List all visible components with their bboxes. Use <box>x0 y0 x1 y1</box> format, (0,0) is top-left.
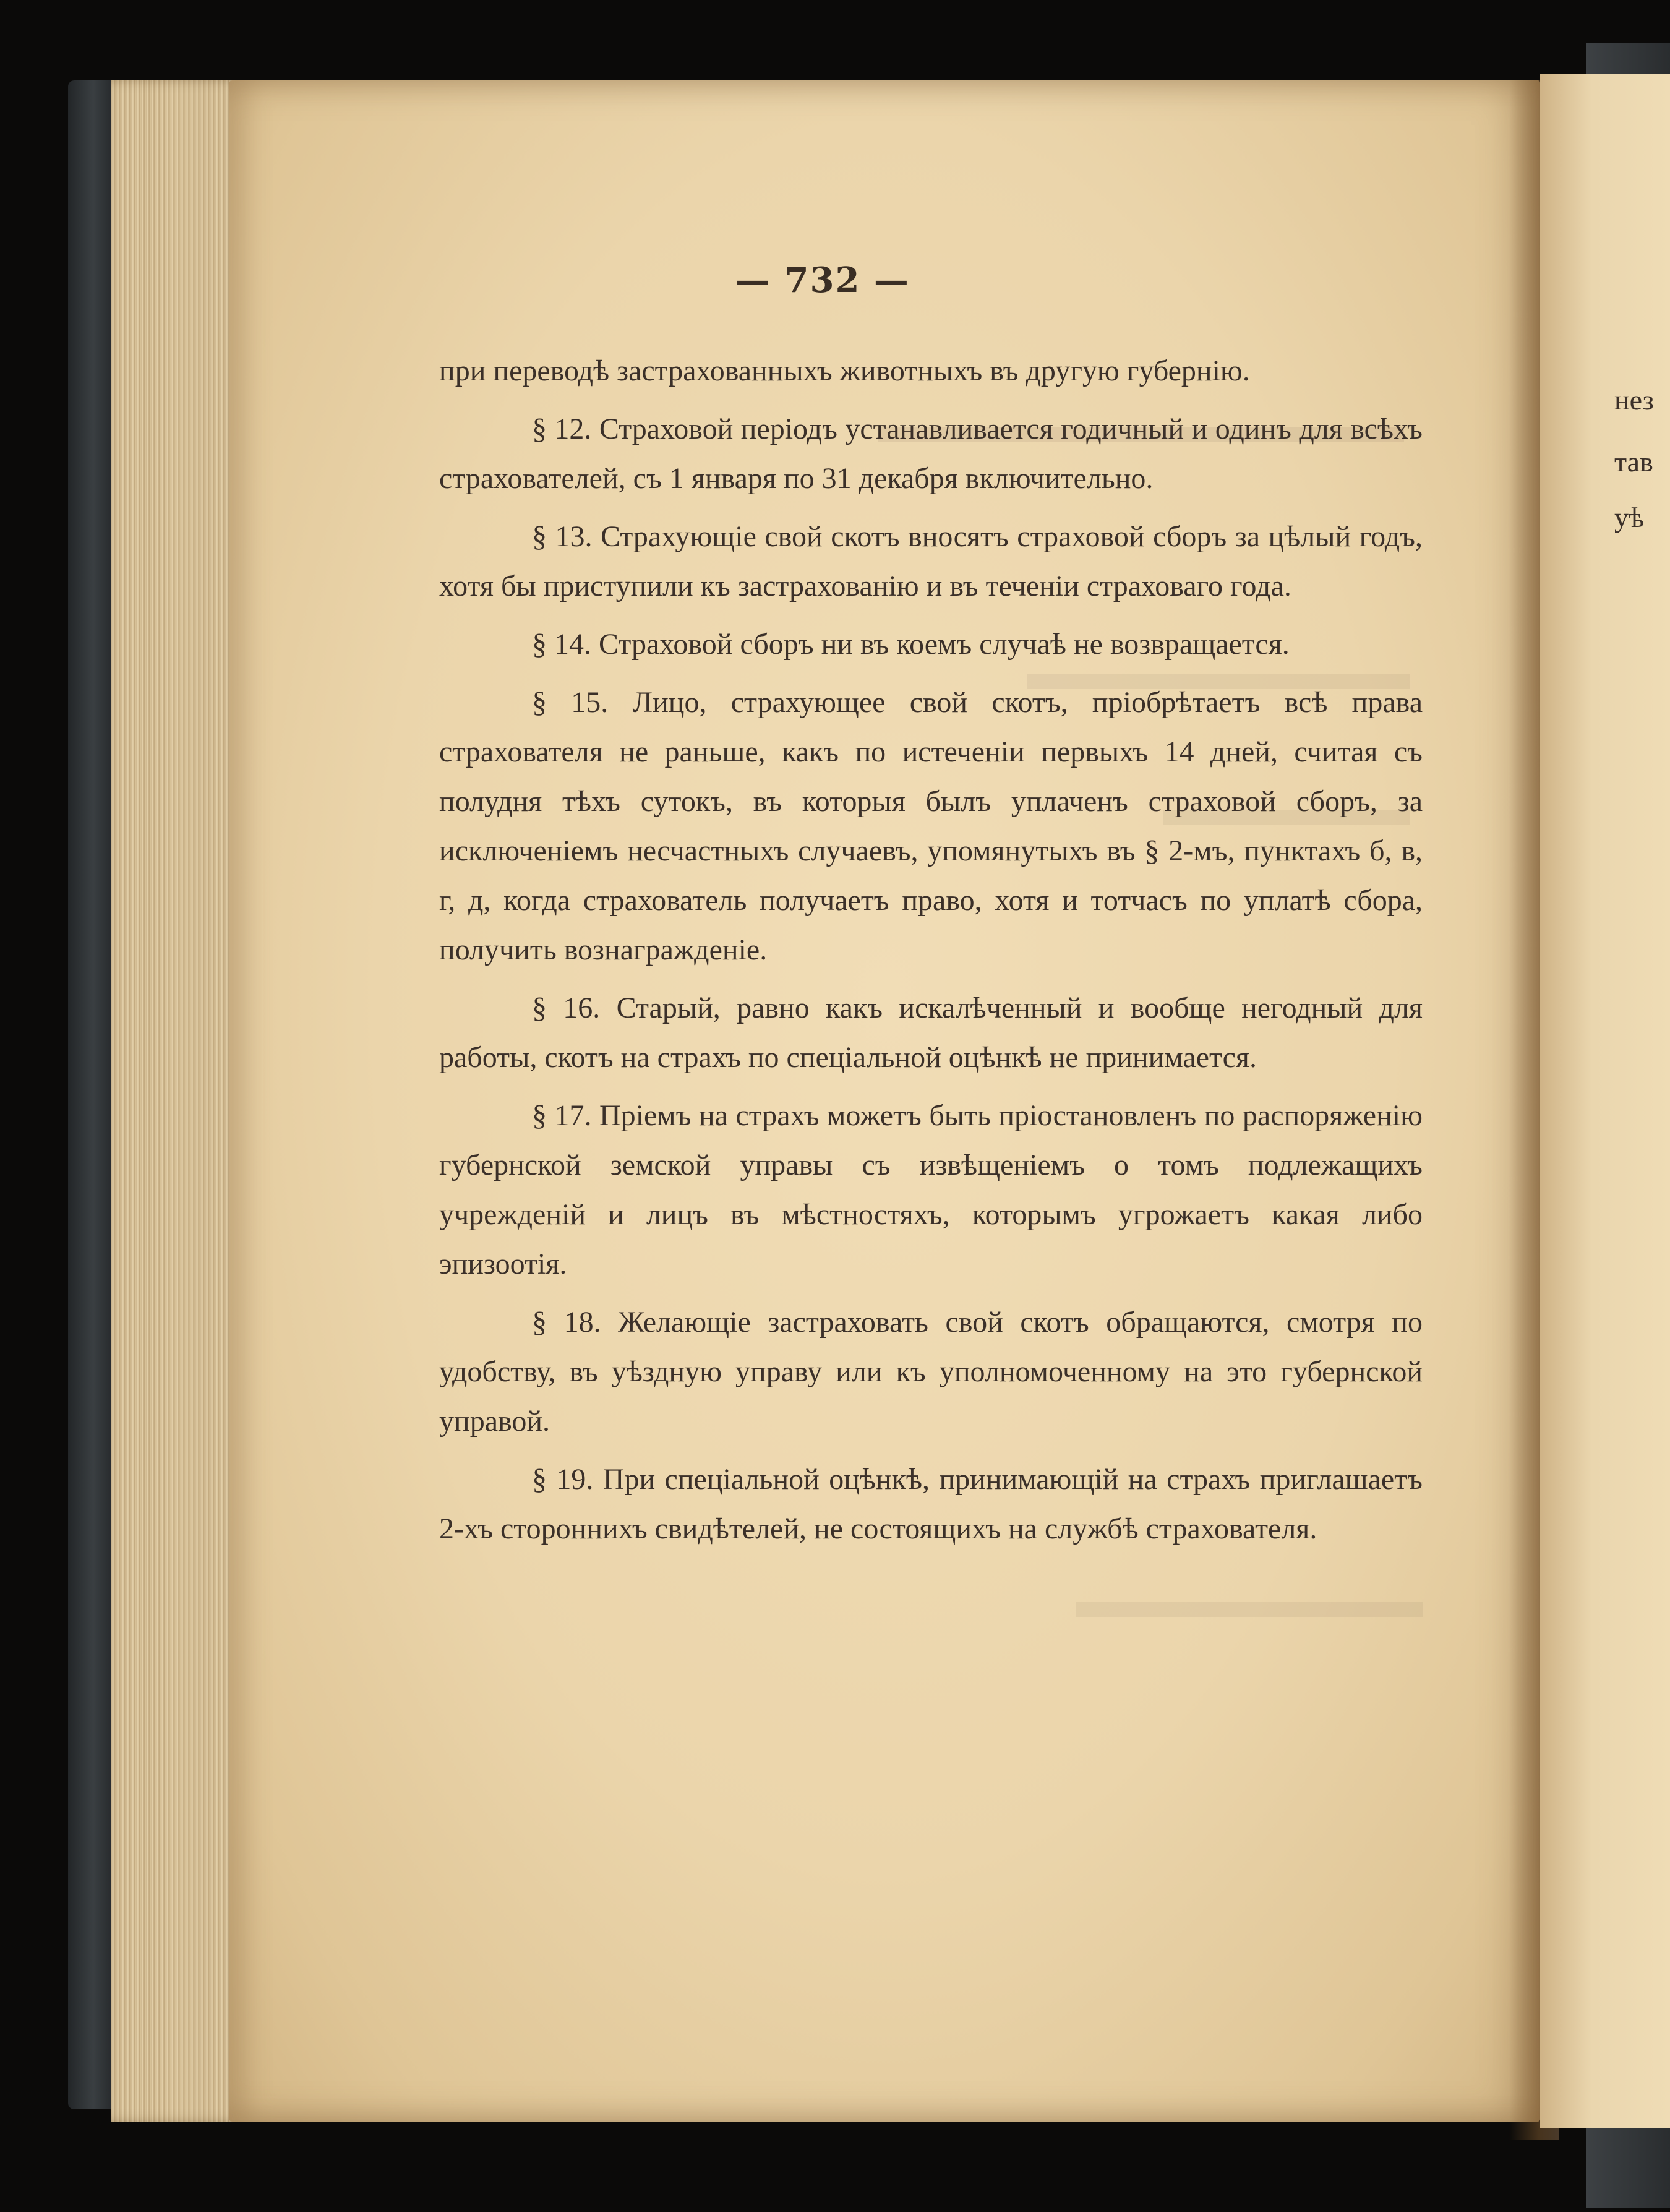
paragraph-section-14: § 14. Страховой сборъ ни въ коемъ случаѣ не возвращается. <box>532 628 1290 661</box>
paragraph-continuation: при переводѣ застрахованныхъ животныхъ въ другую губернію. <box>439 354 1250 387</box>
paragraph-section-12: § 12. Страховой періодъ устанавливается годичный и одинъ для всѣхъ страхователей, съ 1 января по 31 декабря включительно. <box>439 413 1423 495</box>
right-page-edge <box>1540 74 1670 2128</box>
page-edges <box>111 80 241 2122</box>
paragraph-section-19: § 19. При спеціальной оцѣнкѣ, принимающій на страхъ приглашаетъ 2-хъ стороннихъ свидѣтелей, не состоящихъ на службѣ страхователя. <box>439 1463 1423 1545</box>
page-number: — 732 — <box>735 260 910 301</box>
paragraph-section-18: § 18. Желающіе застраховать свой скотъ обращаются, смотря по удобству, въ уѣздную управу или къ уполномоченному на это губернской управой. <box>439 1306 1423 1438</box>
bleed-through-mark <box>1076 1602 1423 1617</box>
page-body <box>439 346 1423 1563</box>
paragraph-section-15: § 15. Лицо, страхующее свой скотъ, пріобрѣтаетъ всѣ права страхователя не раньше, какъ по истеченіи первыхъ 14 дней, считая съ полудня тѣхъ сутокъ, въ которыя былъ уплаченъ страховой сборъ, за исключеніемъ несчастныхъ случаевъ, упомянутыхъ въ § 2-мъ, пунктахъ б, в, г, д, когда страхователь получаетъ право, хотя и тотчасъ по уплатѣ сбора, получить вознагражденіе. <box>439 686 1423 966</box>
right-page-fragment: нез <box>1614 384 1654 416</box>
paragraph-section-16: § 16. Старый, равно какъ искалѣченный и вообще негодный для работы, скотъ на страхъ по спеціальной оцѣнкѣ не принимается. <box>439 992 1423 1074</box>
paragraph-section-17: § 17. Пріемъ на страхъ можетъ быть пріостановленъ по распоряженію губернской земской управы съ извѣщеніемъ о томъ подлежащихъ учрежденій и лицъ въ мѣстностяхъ, которымъ угрожаетъ какая либо эпизоотія. <box>439 1099 1423 1280</box>
right-page-fragment: уѣ <box>1614 502 1644 533</box>
paragraph-section-13: § 13. Страхующіе свой скотъ вносятъ страховой сборъ за цѣлый годъ, хотя бы приступили къ застрахованію и въ теченіи страховаго года. <box>439 520 1423 602</box>
right-page-fragment: тав <box>1614 446 1653 478</box>
